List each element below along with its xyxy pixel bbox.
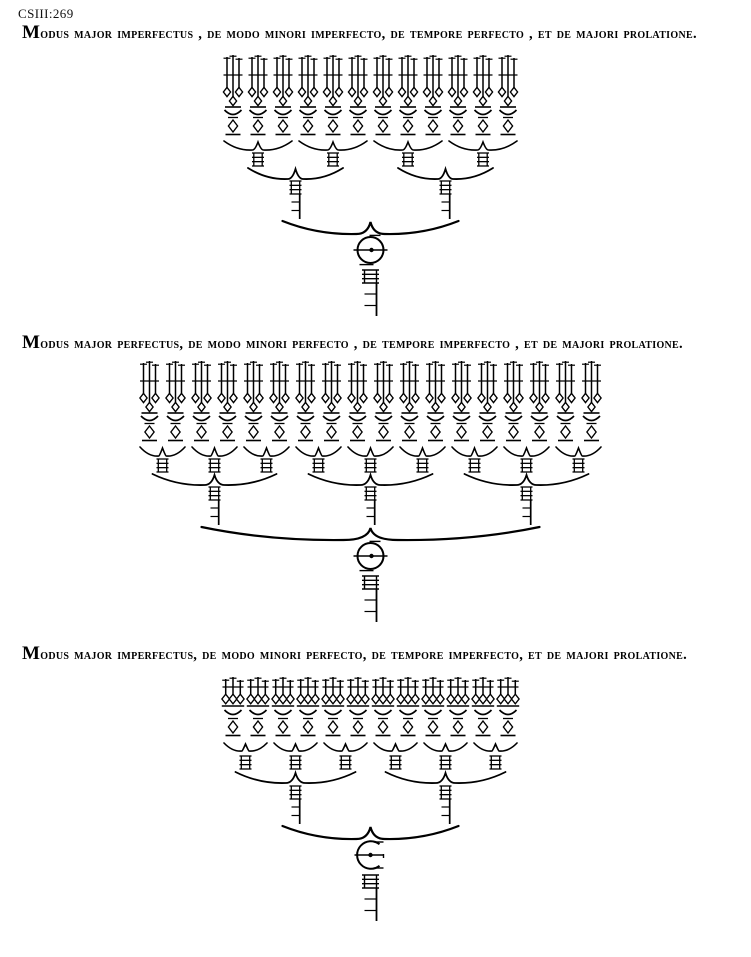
minim-row [140, 361, 601, 413]
long-row [290, 181, 452, 219]
mensuration-tree-diagram-2 [0, 361, 751, 631]
semibreve-row [226, 719, 516, 736]
minim-slur-row [141, 416, 600, 421]
breve-grouping-braces [248, 168, 493, 179]
minim-row [222, 677, 519, 706]
breve-row [157, 459, 585, 472]
section-2-heading: Modus major perfectus, de modo minori perfecto , de tempore imperfecto , et de majori prolatione. [22, 332, 683, 353]
long-row [290, 786, 452, 824]
breve-grouping-braces [153, 474, 589, 485]
maxima-grouping-brace [283, 826, 459, 839]
mensuration-sign [355, 841, 384, 869]
section-modus-3 [0, 645, 751, 930]
semibreve-grouping-braces [140, 447, 601, 456]
mensuration-tree-diagram-1 [0, 55, 751, 325]
semibreve-row [142, 424, 599, 441]
long-row [209, 487, 533, 525]
page-reference-label: CSIII:269 [18, 6, 74, 21]
maxima-glyph [362, 270, 379, 316]
mensuration-tree-diagram-3 [0, 677, 751, 927]
minim-row [223, 55, 517, 107]
semibreve-grouping-braces [224, 141, 517, 150]
section-1-heading: Modus major imperfectus , de modo minori imperfecto, de tempore perfecto , et de majori prolatione. [22, 22, 697, 43]
semibreve-row [226, 118, 516, 135]
breve-row [240, 756, 502, 769]
minim-slur-row [225, 710, 517, 715]
breve-row [252, 153, 489, 166]
section-modus-2 [0, 334, 751, 632]
breve-grouping-braces [236, 772, 506, 783]
section-modus-1 [0, 24, 751, 326]
semibreve-grouping-braces [224, 743, 517, 751]
mensuration-sign [354, 235, 388, 264]
maxima-grouping-brace [202, 527, 540, 540]
minim-slur-row [225, 110, 517, 115]
section-3-heading: Modus major imperfectus, de modo minori perfecto, de tempore imperfecto, et de majori prolatione. [22, 643, 688, 664]
maxima-glyph [362, 875, 379, 921]
mensuration-sign [354, 541, 388, 570]
maxima-grouping-brace [283, 221, 459, 234]
maxima-glyph [362, 576, 379, 622]
